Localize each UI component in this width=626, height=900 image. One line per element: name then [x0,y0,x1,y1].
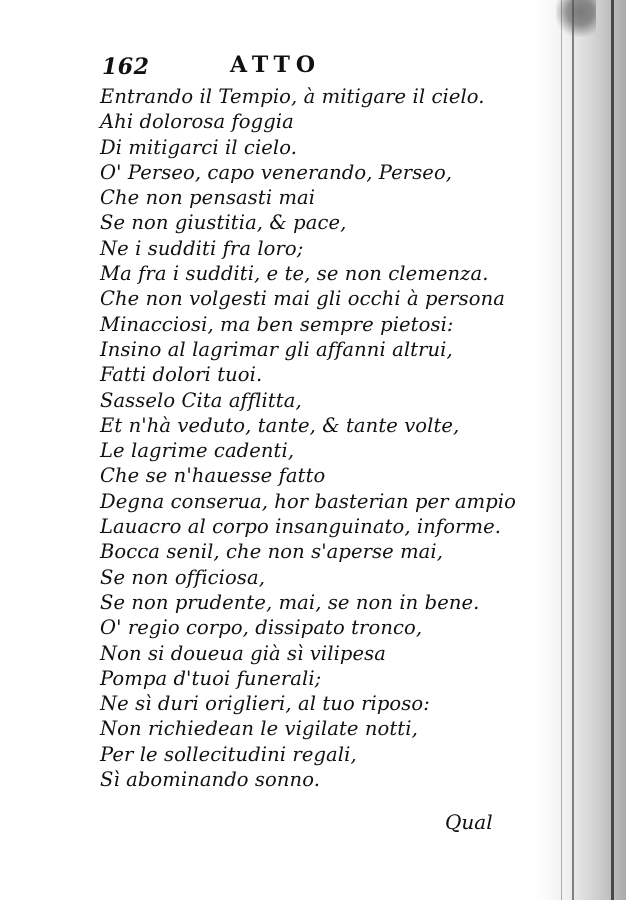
verse-line: Ne i sudditi fra loro; [100,236,304,260]
verse-line: O' regio corpo, dissipato tronco, [100,616,423,640]
verse-line: Non richiedean le vigilate notti, [100,717,418,741]
verse-line: Et n'hà veduto, tante, & tante volte, [100,413,460,437]
verse-line: Le lagrime cadenti, [100,439,295,463]
verse-line: Ne sì duri origlieri, al tuo riposo: [100,692,430,716]
page-edge-line [572,0,574,900]
verse-line: Per le sollecitudini regali, [100,742,357,766]
text-block [100,50,530,792]
verse-line: Sì abominando sonno. [100,768,320,792]
verse-line: Non si doueua già sì vilipesa [100,641,386,665]
verse-line: Ma fra i sudditi, e te, se non clemenza. [100,262,489,286]
verse-line: Entrando il Tempio, à mitigare il cielo. [100,85,485,108]
page-header [100,50,530,84]
page-edge-line [611,0,614,900]
verse-line: Che se n'hauesse fatto [100,464,326,488]
verse-line: Bocca senil, che non s'aperse mai, [100,540,444,564]
verse-line: Di mitigarci il cielo. [100,135,298,159]
verse-line: Che non volgesti mai gli occhi à persona [100,287,505,311]
page-number: 162 [102,54,150,80]
page-edge-line [561,0,562,900]
verse-line: Se non officiosa, [100,565,265,589]
verse-line: Degna conserua, hor basterian per ampio [100,489,516,513]
running-head: ATTO [230,52,321,78]
verse-line: Insino al lagrimar gli affanni altrui, [100,337,453,361]
verse-line: O' Perseo, capo venerando, Perseo, [100,160,453,184]
verse-lines [100,84,530,792]
verse-line: Pompa d'tuoi funerali; [100,666,322,690]
verse-line: Minacciosi, ma ben sempre pietosi: [100,312,454,336]
ink-blot [556,0,596,40]
verse-line: Se non prudente, mai, se non in bene. [100,590,480,614]
verse-line: Ahi dolorosa foggia [100,110,294,134]
verse-line: Che non pensasti mai [100,186,316,210]
catchword: Qual [445,810,493,834]
verse-line: Se non giustitia, & pace, [100,211,347,235]
verse-line: Lauacro al corpo insanguinato, informe. [100,515,502,539]
verse-line: Sasselo Cita afflitta, [100,388,302,412]
verse-line: Fatti dolori tuoi. [100,363,263,387]
